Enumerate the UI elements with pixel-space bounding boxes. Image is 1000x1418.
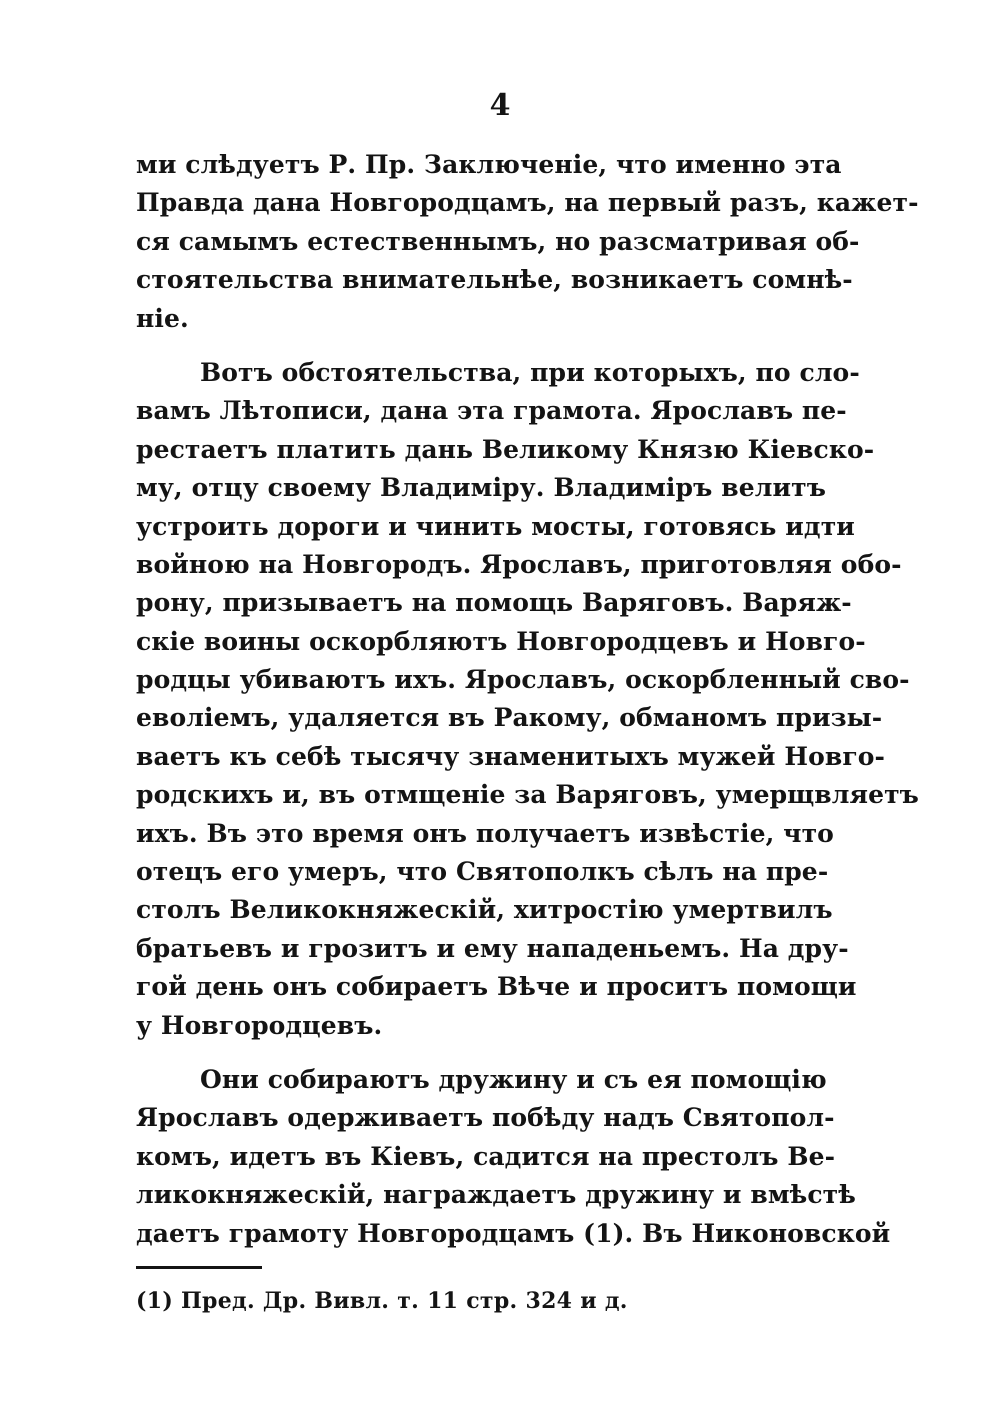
page-number: 4: [489, 88, 511, 123]
text-line: еволіемъ, удаляется въ Ракому, обманомъ призы-: [136, 703, 883, 733]
text-line: скіе воины оскорбляютъ Новгородцевъ и Новго-: [136, 626, 866, 656]
body-text: [136, 146, 919, 1253]
text-line: му, отцу своему Владиміру. Владиміръ велитъ: [136, 473, 826, 503]
text-line: братьевъ и грозитъ и ему нападеньемъ. На дру-: [136, 933, 849, 963]
text-line: отецъ его умеръ, что Святополкъ сѣлъ на пре-: [136, 857, 829, 887]
text-line: Они собираютъ дружину и съ ея помощію: [200, 1064, 827, 1094]
text-line: Вотъ обстоятельства, при которыхъ, по сло-: [200, 357, 860, 387]
text-line: войною на Новгородъ. Ярославъ, приготовляя обо-: [136, 549, 902, 579]
text-line: ми слѣдуетъ Р. Пр. Заключеніе, что именно эта: [136, 150, 842, 179]
text-line: ликокняжескій, награждаетъ дружину и вмѣстѣ: [136, 1180, 856, 1210]
text-line: Правда дана Новгородцамъ, на первый разъ, кажет-: [136, 188, 919, 218]
text-line: рестаетъ платить дань Великому Князю Кіевско-: [136, 434, 875, 464]
text-line: у Новгородцевъ.: [136, 1010, 383, 1040]
text-line: ихъ. Въ это время онъ получаетъ извѣстіе, что: [136, 818, 834, 848]
paragraph-2: [136, 354, 919, 1045]
text-line: Ярославъ одерживаетъ побѣду надъ Святопол-: [136, 1103, 835, 1133]
text-line: даетъ грамоту Новгородцамъ (1). Въ Никоновской: [136, 1218, 891, 1248]
paragraph-gap: [136, 1045, 826, 1061]
footnote-divider: [136, 1266, 262, 1269]
text-line: родскихъ и, въ отмщеніе за Варяговъ, умерщвляетъ: [136, 780, 919, 810]
paragraph-1: [136, 146, 919, 338]
footnote: (1) Пред. Др. Вивл. т. 11 стр. 324 и д.: [136, 1288, 628, 1314]
paragraph-3: [136, 1061, 891, 1253]
text-line: ніе.: [136, 303, 189, 333]
text-line: столъ Великокняжескій, хитростію умертвилъ: [136, 895, 833, 925]
text-line: вамъ Лѣтописи, дана эта грамота. Ярославъ пе-: [136, 396, 847, 426]
paragraph-gap: [136, 338, 826, 354]
text-line: устроить дороги и чинить мосты, готовясь идти: [136, 511, 855, 541]
text-line: стоятельства внимательнѣе, возникаетъ сомнѣ-: [136, 265, 853, 295]
text-line: ся самымъ естественнымъ, но разсматривая об-: [136, 226, 860, 256]
text-line: гой день онъ собираетъ Вѣче и проситъ помощи: [136, 972, 857, 1002]
text-line: рону, призываетъ на помощь Варяговъ. Варяж-: [136, 588, 852, 618]
text-line: комъ, идетъ въ Кіевъ, садится на престолъ Ве-: [136, 1141, 836, 1171]
text-line: ваетъ къ себѣ тысячу знаменитыхъ мужей Новго-: [136, 741, 886, 771]
text-line: родцы убиваютъ ихъ. Ярославъ, оскорбленный сво-: [136, 665, 910, 695]
